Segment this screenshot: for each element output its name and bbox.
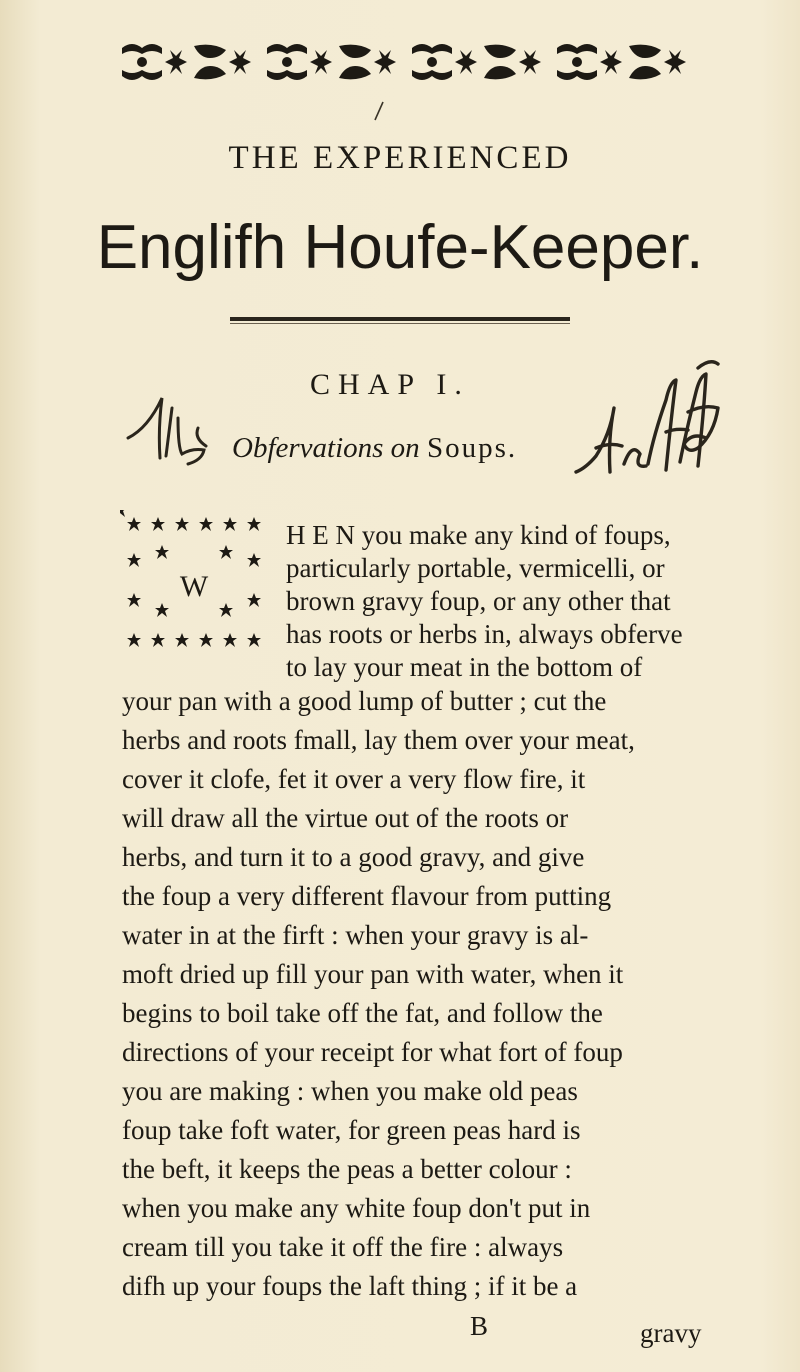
drop-cap-letter: W: [179, 570, 209, 603]
first-line-2: particularly portable, vermicelli, or: [286, 553, 665, 583]
title-main: Englifh Houfe-Keeper.: [96, 213, 704, 282]
catchword: gravy: [640, 1318, 702, 1348]
title-top: THE EXPERIENCED: [228, 140, 572, 176]
body-line-9: begins to boil take off the fat, and follow the: [122, 998, 603, 1028]
drop-cap: [120, 510, 280, 656]
first-line-5: to lay your meat in the bottom of: [286, 652, 643, 682]
body-line-6: the foup a very different flavour from putting: [122, 881, 612, 911]
body-line-15: cream till you take it off the fire : always: [122, 1232, 564, 1262]
drop-cap-ornament-icon: [120, 510, 280, 656]
body-line-13: the beft, it keeps the peas a better colour :: [122, 1154, 572, 1184]
body-line-7: water in at the firft : when your gravy is al-: [122, 920, 589, 950]
ornament-border: [118, 40, 698, 98]
body-line-10: directions of your receipt for what fort of foup: [122, 1037, 623, 1067]
first-line-1: H E N you make any kind of foups,: [286, 520, 671, 550]
body-line-8: moft dried up fill your pan with water, when it: [122, 959, 624, 989]
first-line-4: has roots or herbs in, always obferve: [286, 619, 683, 649]
body-line-11: you are making : when you make old peas: [122, 1076, 578, 1106]
body-line-14: when you make any white foup don't put in: [122, 1193, 591, 1223]
body-line-12: foup take foft water, for green peas hard is: [122, 1115, 581, 1145]
page-mark-icon: [372, 100, 386, 122]
body-line-16: difh up your foups the laft thing ; if it be a: [122, 1271, 578, 1301]
subtitle-italic: Obfervations on: [232, 432, 420, 464]
body-line-3: cover it clofe, fet it over a very flow fire, it: [122, 764, 586, 794]
handwritten-signature-right-icon: [568, 352, 726, 500]
first-line-3: brown gravy foup, or any other that: [286, 586, 671, 616]
chapter-heading: CHAP I.: [310, 368, 470, 401]
ornament-border-icon: [118, 40, 698, 98]
subtitle-caps: Soups.: [426, 432, 518, 464]
title-rule: [230, 317, 570, 321]
body-line-2: herbs and roots fmall, lay them over your meat,: [122, 725, 635, 755]
body-line-4: will draw all the virtue out of the roots or: [122, 803, 569, 833]
chapter-subtitle: [232, 432, 517, 465]
title-rule-thin: [230, 323, 570, 324]
body-line-5: herbs, and turn it to a good gravy, and give: [122, 842, 585, 872]
body-line-1: your pan with a good lump of butter ; cut the: [122, 686, 607, 716]
signature-mark: B: [470, 1311, 489, 1341]
handwritten-mark-left-icon: [118, 378, 228, 478]
